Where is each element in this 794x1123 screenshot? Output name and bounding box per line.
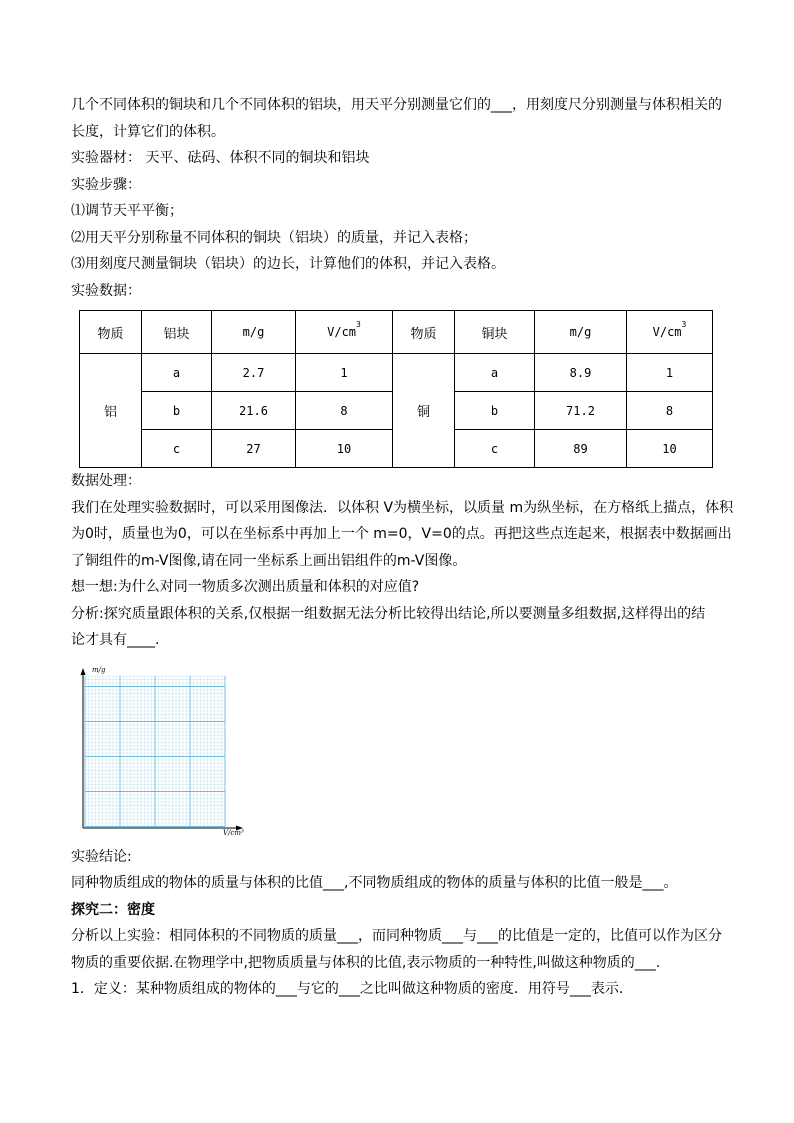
y-axis-label: m/g [92,665,106,674]
table-cell: c [455,430,535,468]
text-line: 1．定义：某种物质组成的物体的___与它的___之比叫做这种物质的密度．用符号___表示． [71,981,633,997]
grid-svg [75,666,255,838]
text-line: 同种物质组成的物体的质量与体积的比值___,不同物质组成的物体的质量与体积的比值一般是___。 [71,875,678,891]
text-line: 分析:探究质量跟体积的关系,仅根据一组数据无法分析比较得出结论,所以要测量多组数据,这样得出的结 [71,605,706,622]
table-cell: 8.9 [535,354,627,392]
table-cell: a [142,354,212,392]
table-cell: 27 [212,430,296,468]
table-header: $V/cm^3$ [627,311,713,354]
table-cell-material: 铝 [80,354,142,468]
text-line: 实验数据： [71,282,141,299]
table-cell: 10 [296,430,393,468]
table-header: m/g [535,311,627,354]
x-axis-label: V/cm³ [223,828,244,837]
text-line: 物质的重要依据.在物理学中,把物质质量与体积的比值,表示物质的一种特性,叫做这种物质的___. [71,954,661,971]
section-heading: 数据处理： [71,473,141,489]
table-row [80,354,713,392]
table-cell: 89 [535,430,627,468]
table-header: m/g [212,311,296,354]
text-line: 实验步骤： [71,176,141,193]
table-cell: 71.2 [535,392,627,430]
table-header: 铜块 [455,311,535,354]
table-cell: 2.7 [212,354,296,392]
text-line: 我们在处理实验数据时，可以采用图像法．以体积 V为横坐标，以质量 m为纵坐标，在方格纸上描点，体积 [71,499,734,516]
x-axis-arrow [236,825,243,830]
table-cell: b [142,392,212,430]
text-line: ⑵用天平分别称量不同体积的铜块（铝块）的质量，并记入表格； [71,229,477,246]
table-cell: b [455,392,535,430]
text-line: 长度，计算它们的体积。 [71,123,225,140]
text-line: 了铜组件的m-V图像,请在同一坐标系上画出铝组件的m-V图像。 [71,552,467,569]
section-title: 探究二：密度 [71,901,155,918]
table-header: 铝块 [142,311,212,354]
text-line: 想一想:为什么对同一物质多次测出质量和体积的对应值? [71,579,420,595]
table-header: $V/cm^3$ [296,311,393,354]
table-cell: 8 [627,392,713,430]
text-line: 论才具有____. [71,632,160,648]
table-cell: 21.6 [212,392,296,430]
document-page [71,92,734,1003]
text-line: ⑶用刻度尺测量铜块（铝块）的边长，计算他们的体积，并记入表格。 [71,256,505,272]
table-cell-material: 铜 [393,354,455,468]
text-line: 几个不同体积的铜块和几个不同体积的铝块，用天平分别测量它们的___，用刻度尺分别测量与体积相关的 [71,97,722,113]
table-header: 物质 [393,311,455,354]
table-header: 物质 [80,311,142,354]
text-line: 实验器材： 天平、砝码、体积不同的铜块和铝块 [71,150,370,166]
table-cell: c [142,430,212,468]
text-line: ⑴调节天平平衡； [71,203,183,219]
table-cell: 8 [296,392,393,430]
table-cell: 1 [296,354,393,392]
y-axis-arrow [81,668,86,675]
data-table [79,310,713,468]
text-line: 为0时，质量也为0，可以在坐标系中再加上一个 m=0，V=0的点。再把这些点连起来，根据表中数据画出 [71,526,732,542]
table-cell: a [455,354,535,392]
table-cell: 10 [627,430,713,468]
graph-paper [75,666,255,838]
table-cell: 1 [627,354,713,392]
text-line: 分析以上实验：相同体积的不同物质的质量___，而同种物质___与___的比值是一定的，比值可以作为区分 [71,928,722,944]
section-heading: 实验结论: [71,848,132,865]
grid-lines [85,676,225,827]
table-header-row [80,311,713,354]
